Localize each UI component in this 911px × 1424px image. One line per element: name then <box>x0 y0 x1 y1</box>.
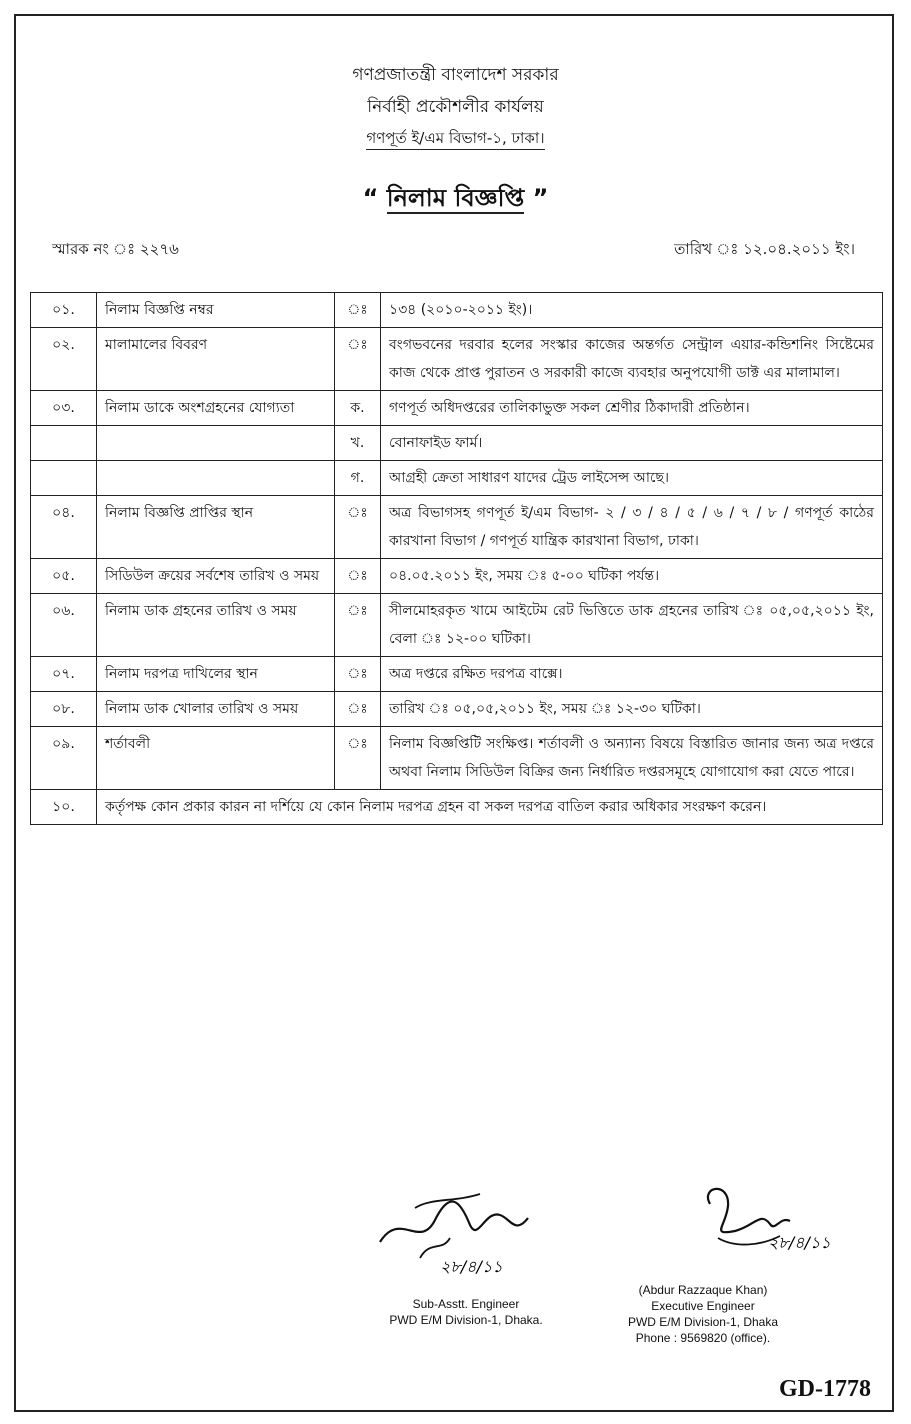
row-value: নিলাম বিজ্ঞপ্তিটি সংক্ষিপ্ত। শর্তাবলী ও অন্যান্য বিষয়ে বিস্তারিত জানার জন্য অত্র দপ্তরে অথবা নিলাম সিডিউল বিক্রির জন্য নির্ধারিত দপ্তরসমূহে যোগাযোগ করা যেতে পারে। <box>381 727 883 790</box>
row-value: তারিখ ঃ ০৫,০৫,২০১১ ইং, সময় ঃ ১২-৩০ ঘটিকা। <box>381 692 883 727</box>
row-label <box>97 426 335 461</box>
row-separator: ক. <box>335 391 381 426</box>
table-row <box>31 496 883 559</box>
row-label: সিডিউল ক্রয়ের সর্বশেষ তারিখ ও সময় <box>97 559 335 594</box>
signatory-right-name: (Abdur Razzaque Khan) <box>638 1283 768 1297</box>
signatory-left <box>356 1296 576 1328</box>
sub-asst-engineer-signature <box>360 1180 560 1280</box>
row-value: ০৪.০৫.২০১১ ইং, সময় ঃ ৫-০০ ঘটিকা পর্যন্ত। <box>381 559 883 594</box>
memo-number: স্মারক নং ঃ ২২৭৬ <box>52 240 179 258</box>
row-serial: ০৭. <box>31 657 97 692</box>
row-label: নিলাম ডাক গ্রহনের তারিখ ও সময় <box>97 594 335 657</box>
row-value: আগ্রহী ক্রেতা সাধারণ যাদের ট্রেড লাইসেন্স আছে। <box>381 461 883 496</box>
row-separator: ঃ <box>335 692 381 727</box>
gd-code: GD-1778 <box>779 1376 871 1402</box>
table-row-final <box>31 790 883 825</box>
signatory-left-office: PWD E/M Division-1, Dhaka. <box>389 1313 543 1327</box>
table-row <box>31 293 883 328</box>
table-row <box>31 328 883 391</box>
row-value: ১৩৪ (২০১০-২০১১ ইং)। <box>381 293 883 328</box>
division-name: গণপূর্ত ই/এম বিভাগ-১, ঢাকা। <box>0 127 911 152</box>
table-row <box>31 559 883 594</box>
row-separator: ঃ <box>335 727 381 790</box>
row-label: নিলাম ডাকে অংশগ্রহনের যোগ্যতা <box>97 391 335 426</box>
table-row <box>31 461 883 496</box>
signatory-right-designation: Executive Engineer <box>651 1299 755 1313</box>
row-label: নিলাম বিজ্ঞপ্তি প্রাপ্তির স্থান <box>97 496 335 559</box>
row-serial: ১০. <box>31 790 97 825</box>
row-value: সীলমোহরকৃত খামে আইটেম রেট ভিত্তিতে ডাক গ্রহনের তারিখ ঃ ০৫,০৫,২০১১ ইং, বেলা ঃ ১২-০০ ঘটিকা। <box>381 594 883 657</box>
row-label <box>97 461 335 496</box>
row-value: অত্র বিভাগসহ গণপূর্ত ই/এম বিভাগ- ২ / ৩ / ৪ / ৫ / ৬ / ৭ / ৮ / গণপূর্ত কাঠের কারখানা বিভাগ / গণপূর্ত যান্ত্রিক কারখানা বিভাগ, ঢাকা। <box>381 496 883 559</box>
office-name: নির্বাহী প্রকৌশলীর কার্যলয় <box>367 97 544 117</box>
row-label: নিলাম বিজ্ঞপ্তি নম্বর <box>97 293 335 328</box>
signatory-right-office: PWD E/M Division-1, Dhaka <box>627 1315 779 1329</box>
row-serial: ০১. <box>31 293 97 328</box>
row-label: নিলাম দরপত্র দাখিলের স্থান <box>97 657 335 692</box>
row-serial <box>31 426 97 461</box>
table-row <box>31 426 883 461</box>
row-separator: খ. <box>335 426 381 461</box>
notice-table <box>30 292 883 825</box>
signatory-right-phone: Phone : 9569820 (office). <box>635 1331 771 1345</box>
table-row <box>31 727 883 790</box>
row-label: নিলাম ডাক খোলার তারিখ ও সময় <box>97 692 335 727</box>
row-serial: ০২. <box>31 328 97 391</box>
signatory-left-designation: Sub-Asstt. Engineer <box>412 1297 520 1311</box>
row-separator: ঃ <box>335 496 381 559</box>
row-serial: ০৫. <box>31 559 97 594</box>
govt-name: গণপ্রজাতন্ত্রী বাংলাদেশ সরকার <box>352 65 559 85</box>
row-value: বংগভবনের দরবার হলের সংস্কার কাজের অন্তর্গত সেন্ট্রাল এয়ার-কন্ডিশনিং সিষ্টেমের কাজ থেকে প্রাপ্ত পুরাতন ও সরকারী কাজে ব্যবহার অনুপযোগী ডাক্ট এর মালামাল। <box>381 328 883 391</box>
row-separator: ঃ <box>335 293 381 328</box>
signature-date-right: ২৮/৪/১১ <box>768 1233 831 1252</box>
table-row <box>31 594 883 657</box>
title-open-quote: “ <box>362 184 379 212</box>
row-serial <box>31 461 97 496</box>
row-separator: ঃ <box>335 328 381 391</box>
row-serial: ০৬. <box>31 594 97 657</box>
row-value: কর্তৃপক্ষ কোন প্রকার কারন না দর্শিয়ে যে কোন নিলাম দরপত্র গ্রহন বা সকল দরপত্র বাতিল করার অধিকার সংরক্ষণ করেন। <box>97 790 883 825</box>
row-separator: গ. <box>335 461 381 496</box>
title-text: নিলাম বিজ্ঞপ্তি <box>386 184 525 212</box>
signatory-right <box>588 1282 818 1346</box>
row-serial: ০৩. <box>31 391 97 426</box>
notice-title <box>0 180 911 220</box>
row-value: বোনাফাইড ফার্ম। <box>381 426 883 461</box>
row-separator: ঃ <box>335 559 381 594</box>
notice-date: তারিখ ঃ ১২.০৪.২০১১ ইং। <box>674 240 855 258</box>
executive-engineer-signature <box>640 1176 850 1271</box>
table-row <box>31 391 883 426</box>
row-serial: ০৯. <box>31 727 97 790</box>
title-close-quote: ” <box>532 184 549 212</box>
row-label: মালামালের বিবরণ <box>97 328 335 391</box>
table-row <box>31 692 883 727</box>
row-separator: ঃ <box>335 594 381 657</box>
row-serial: ০৪. <box>31 496 97 559</box>
row-label: শর্তাবলী <box>97 727 335 790</box>
table-row <box>31 657 883 692</box>
row-separator: ঃ <box>335 657 381 692</box>
signature-date-left: ২৮/৪/১১ <box>440 1257 503 1276</box>
row-serial: ০৮. <box>31 692 97 727</box>
row-value: গণপূর্ত অধিদপ্তরের তালিকাভুক্ত সকল শ্রেণীর ঠিকাদারী প্রতিষ্ঠান। <box>381 391 883 426</box>
row-value: অত্র দপ্তরে রক্ষিত দরপত্র বাক্সে। <box>381 657 883 692</box>
